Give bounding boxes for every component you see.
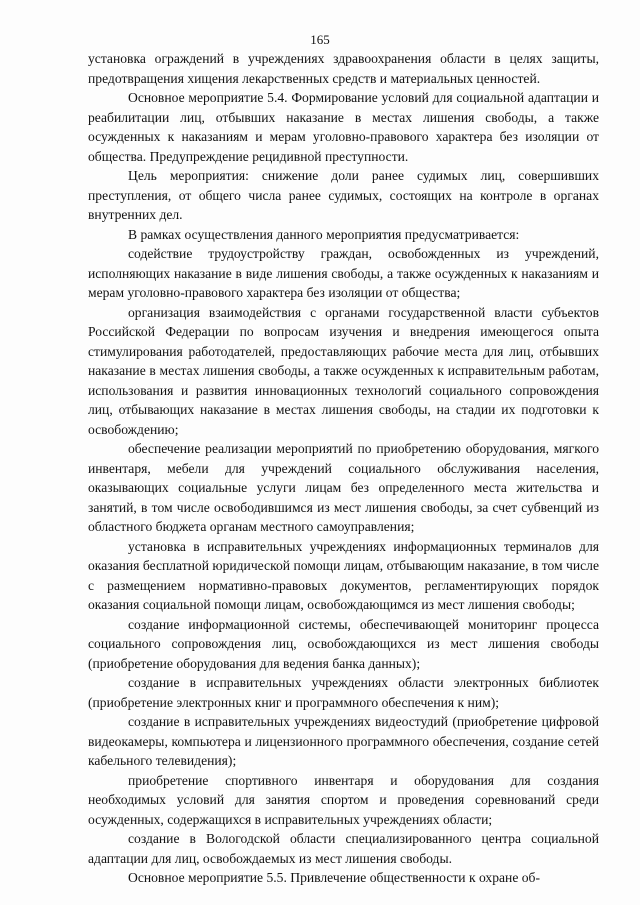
paragraph: приобретение спортивного инвентаря и оборудования для создания необходимых условий для занятия спортом и проведения соревнований среди осужденных, содержащихся в исправительных учреждениях области; [88, 772, 599, 827]
paragraph: создание информационной системы, обеспечивающей мониторинг процесса социального сопровождения лиц, освобождающихся из мест лишения свободы (приобретение оборудования для ведения банка данных); [88, 616, 599, 671]
paragraph: создание в исправительных учреждениях области электронных библиотек (приобретение электронных книг и программного обеспечения к ним); [88, 675, 599, 710]
paragraph: обеспечение реализации мероприятий по приобретению оборудования, мягкого инвентаря, мебели для учреждений социального обслуживания населения, оказывающих социальные услуги лицам без определенного места жительства и занятий, в том числе освободившимся из мест лишения свободы, за счет субвенций из областного бюджета органам местного самоуправления; [88, 441, 599, 534]
paragraph: В рамках осуществления данного мероприятия предусматривается: [128, 226, 520, 242]
paragraph: организация взаимодействия с органами государственной власти субъектов Российской Федерации по вопросам изучения и внедрения имеющегося опыта стимулирования работодателей, предоставляющих рабочие места для лиц, отбывших наказание в местах лишения свободы, а также осужденных к исправительным работам, использования и развития инновационных технологий социального сопровождения лиц, отбывающих наказание в местах лишения свободы, на стадии их подготовки к освобождению; [88, 304, 599, 437]
paragraph: установка в исправительных учреждениях информационных терминалов для оказания бесплатной юридической помощи лицам, отбывающим наказание, в том числе с размещением нормативно-правовых документов, регламентирующих порядок оказания социальной помощи лицам, освобождающимся из мест лишения свободы; [88, 538, 599, 612]
paragraph: создание в Вологодской области специализированного центра социальной адаптации для лиц, освобождаемых из мест лишения свободы. [88, 831, 599, 866]
page-number: 165 [310, 32, 330, 47]
paragraph: установка ограждений в учреждениях здравоохранения области в целях защиты, предотвращения хищения лекарственных средств и материальных ценностей. [88, 51, 599, 86]
paragraph: создание в исправительных учреждениях видеостудий (приобретение цифровой видеокамеры, компьютера и лицензионного программного обеспечения, создание сетей кабельного телевидения); [88, 714, 599, 768]
paragraph: Основное мероприятие 5.5. Привлечение общественности к охране об- [128, 870, 541, 885]
body-text [88, 49, 599, 888]
paragraph: Основное мероприятие 5.4. Формирование условий для социальной адаптации и реабилитации лиц, отбывших наказание в местах лишения свободы, а также осужденных к наказаниям и мерам уголовно-правового характера без изоляции от общества. Предупреждение рецидивной преступности. [88, 90, 599, 164]
paragraph: Цель мероприятия: снижение доли ранее судимых лиц, совершивших преступления, от общего числа ранее судимых, состоящих на контроле в органах внутренних дел. [88, 168, 599, 222]
paragraph: содействие трудоустройству граждан, освобожденных из учреждений, исполняющих наказание в виде лишения свободы, а также осужденных к наказаниям и мерам уголовно-правового характера без изоляции от общества; [88, 246, 599, 300]
